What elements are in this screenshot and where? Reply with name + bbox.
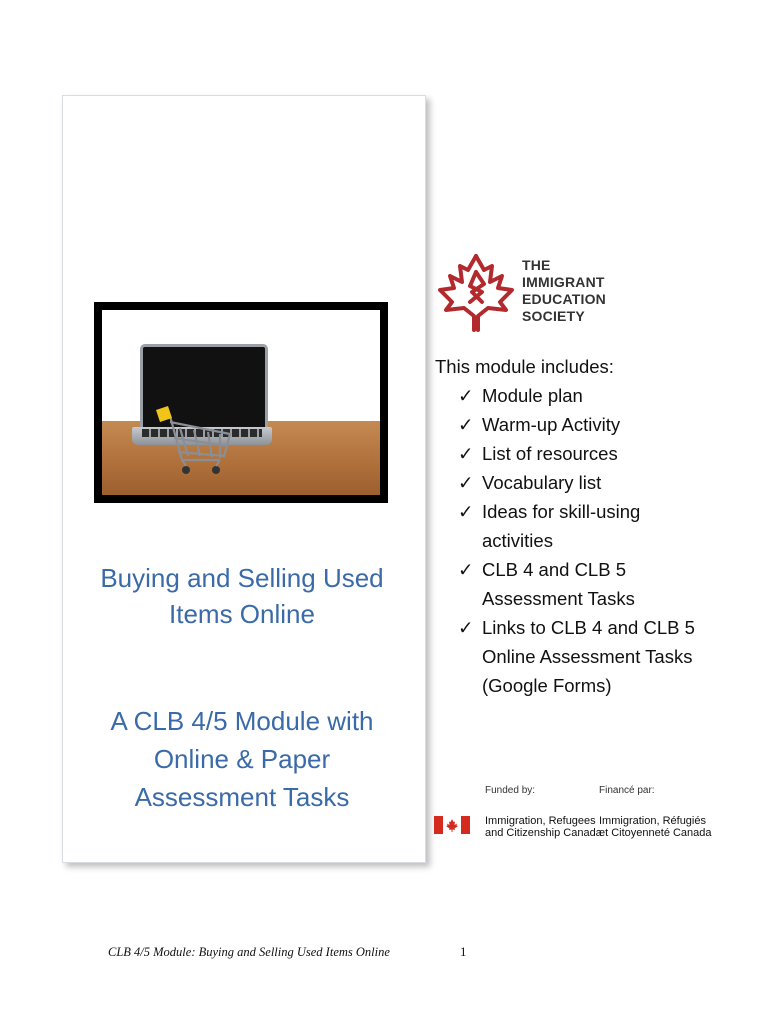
department-name-english: Immigration, Refugees and Citizenship Canada bbox=[485, 815, 602, 839]
footer-module-title: CLB 4/5 Module: Buying and Selling Used Items Online bbox=[108, 945, 390, 959]
module-title: Buying and Selling Used Items Online bbox=[100, 563, 384, 629]
list-item: ✓ Ideas for skill-using activities bbox=[435, 497, 755, 555]
module-contents bbox=[435, 352, 755, 700]
finance-par-label: Financé par: bbox=[599, 785, 655, 796]
list-item: ✓ CLB 4 and CLB 5 Assessment Tasks bbox=[435, 555, 755, 613]
list-item: ✓ Module plan bbox=[435, 381, 755, 410]
list-item: ✓ Links to CLB 4 and CLB 5 Online Assessment Tasks (Google Forms) bbox=[435, 613, 755, 700]
page-number: 1 bbox=[460, 944, 467, 959]
list-item: ✓ Vocabulary list bbox=[435, 468, 755, 497]
department-name-french: Immigration, Réfugiés et Citoyenneté Canada bbox=[599, 815, 712, 839]
contents-list bbox=[435, 381, 755, 700]
checkmark-icon: ✓ bbox=[458, 414, 474, 435]
maple-leaf-logo-icon bbox=[434, 252, 518, 334]
shopping-cart-icon bbox=[102, 310, 380, 495]
canada-flag-icon bbox=[434, 816, 470, 834]
contents-heading: This module includes: bbox=[435, 356, 614, 377]
list-item: ✓ Warm-up Activity bbox=[435, 410, 755, 439]
cover-photo bbox=[94, 302, 388, 503]
organization-name: THE IMMIGRANT EDUCATION SOCIETY bbox=[522, 257, 606, 324]
checkmark-icon: ✓ bbox=[458, 472, 474, 493]
laptop-cart-image bbox=[102, 310, 380, 495]
checkmark-icon: ✓ bbox=[458, 501, 474, 522]
funded-by-label: Funded by: bbox=[485, 785, 536, 796]
list-item: ✓ List of resources bbox=[435, 439, 755, 468]
checkmark-icon: ✓ bbox=[458, 559, 474, 580]
checkmark-icon: ✓ bbox=[458, 617, 474, 638]
checkmark-icon: ✓ bbox=[458, 385, 474, 406]
checkmark-icon: ✓ bbox=[458, 443, 474, 464]
module-subtitle: A CLB 4/5 Module with Online & Paper Assessment Tasks bbox=[110, 706, 374, 812]
